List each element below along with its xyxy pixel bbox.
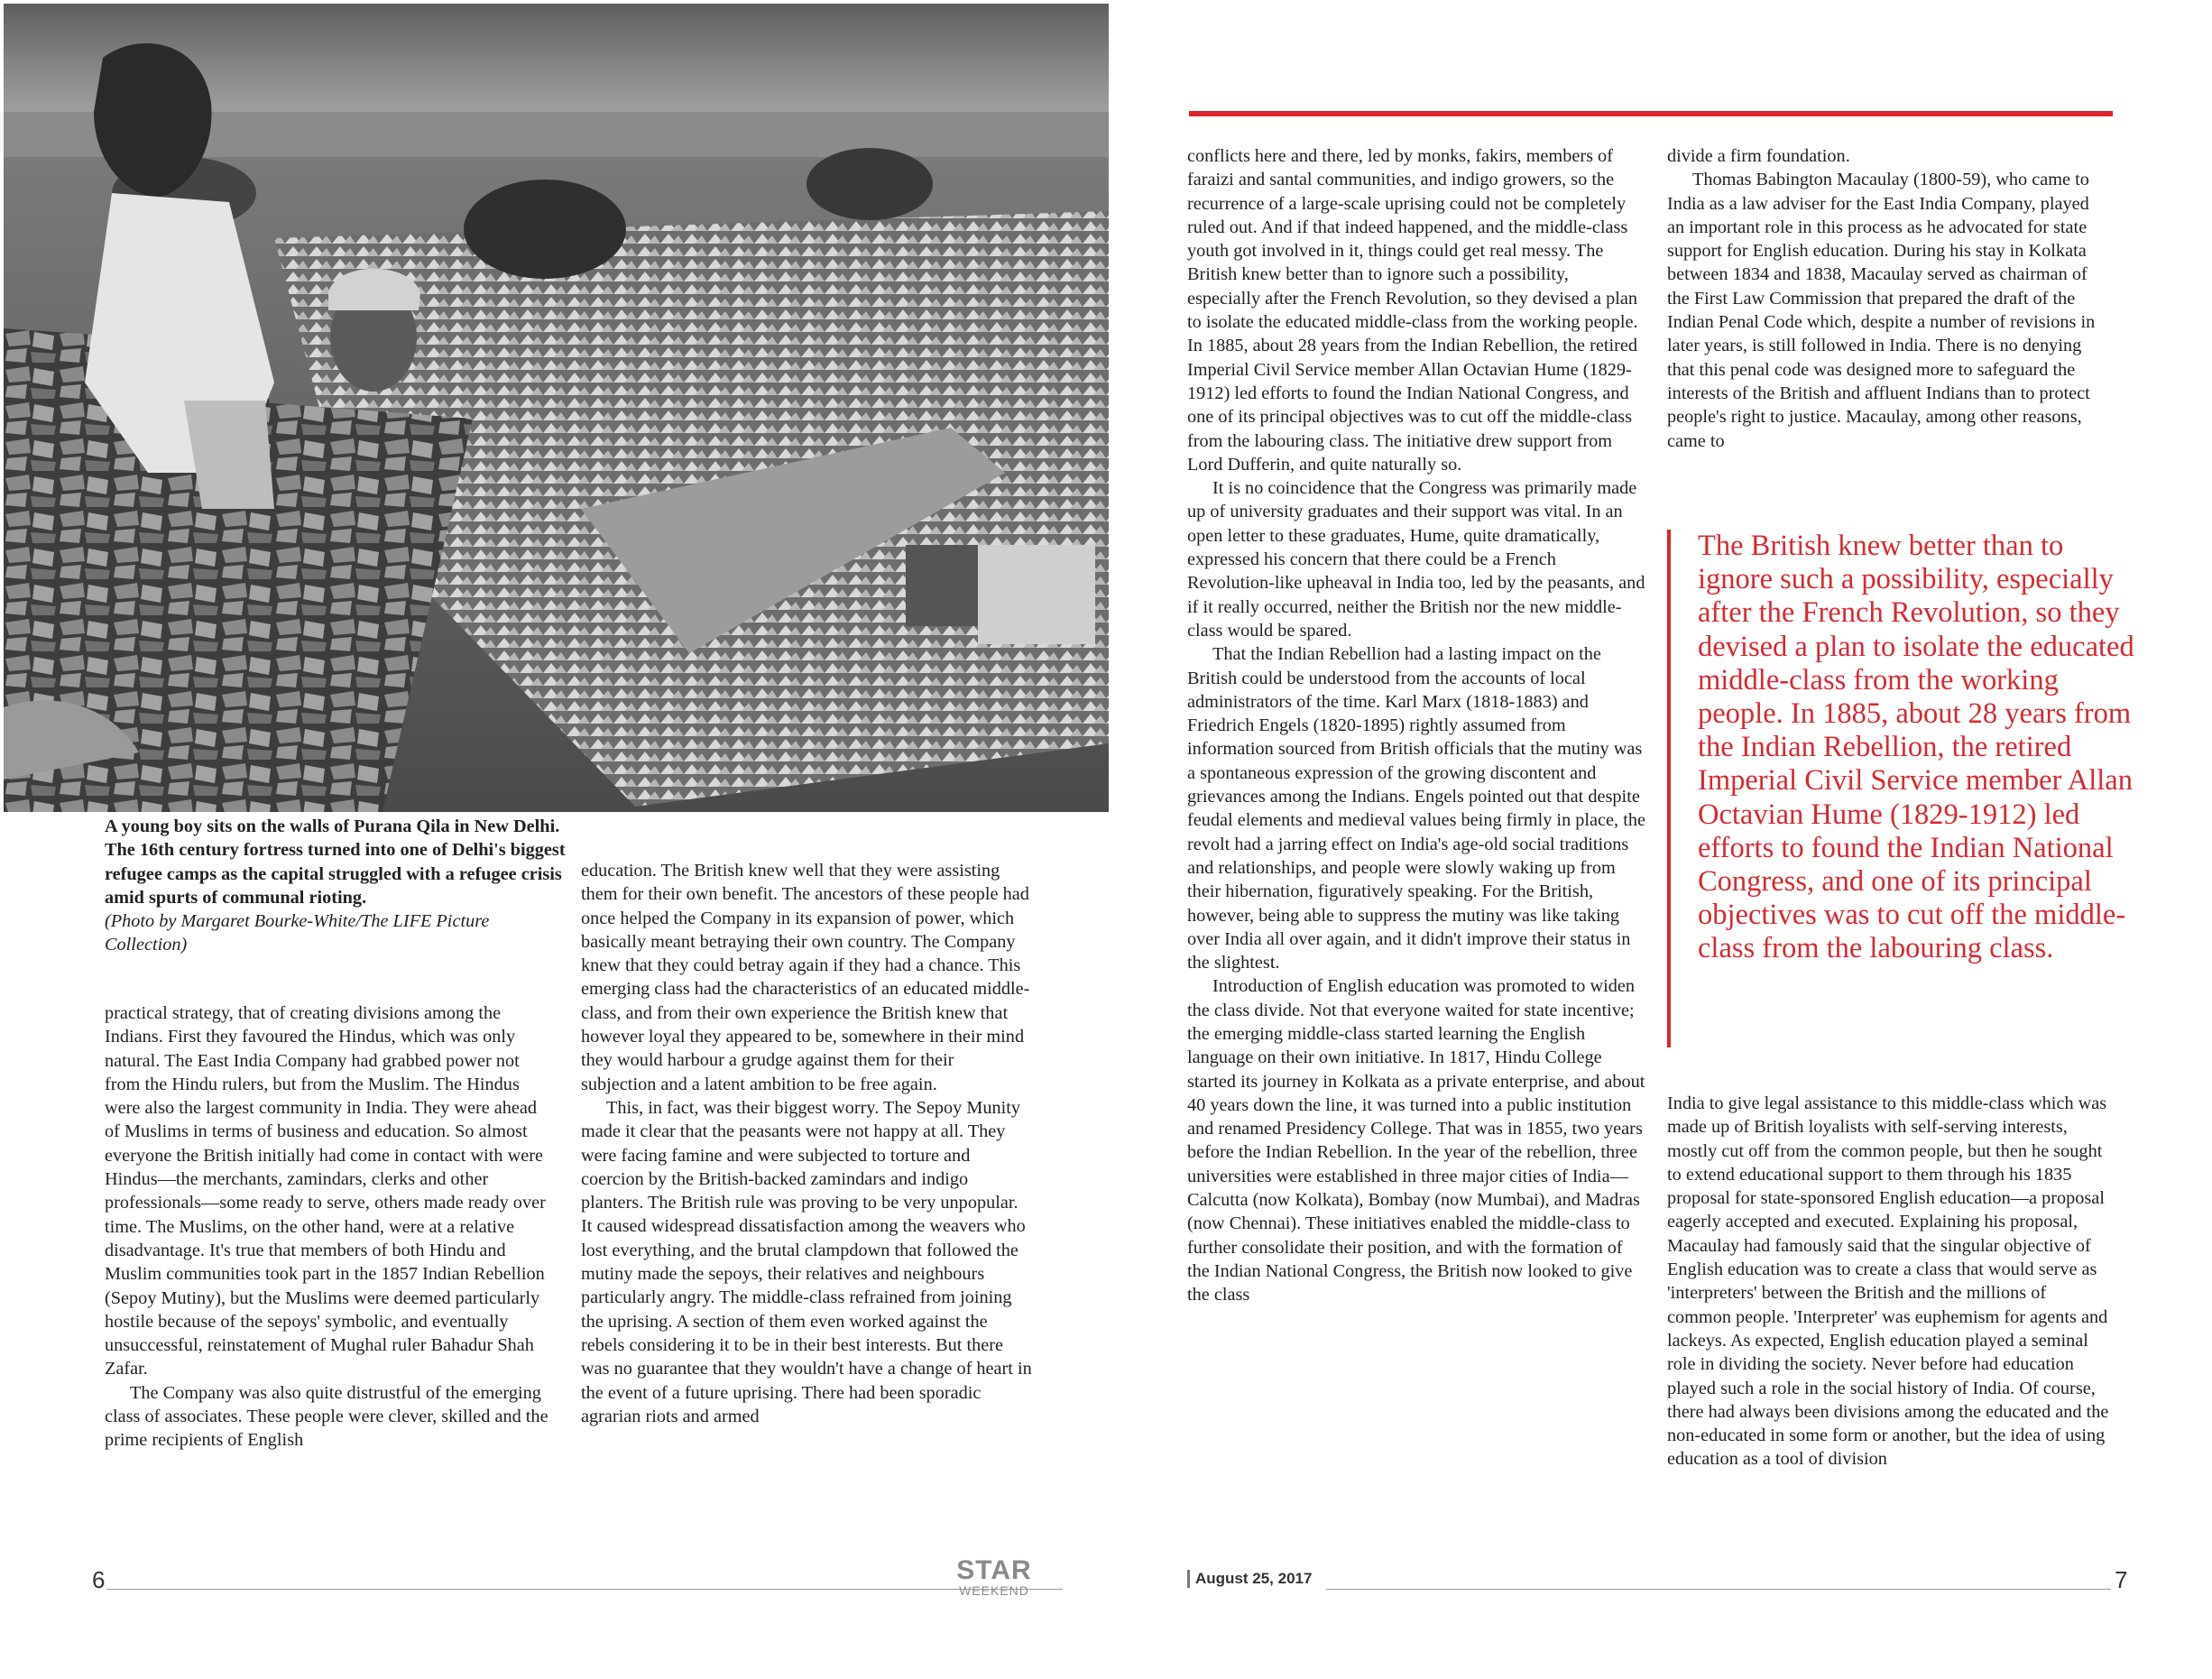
paragraph: Thomas Babington Macaulay (1800-59), who came to India as a law adviser for the East India Company, played an important role in this process as he advocated for state support for English education. During his stay in Kolkata between 1834 and 1838, Macaulay served as chairman of the First Law Commission that prepared the draft of the Indian Penal Code which, despite a number of revisions in later years, is still followed in India. There is no denying that this penal code was designed more to safeguard the interests of the British and affluent Indians than to protect people's right to justice. Macaulay, among other reasons, came to: [1667, 170, 2096, 451]
pull-quote-text: The British knew better than to ignore such a possibility, especially after the French Revolution, so they devised a plan to isolate the educated middle-class from the working people. In 1885, about 28 years from the Indian Rebellion, the retired Imperial Civil Service member Allan Octavian Hume (1829-1912) led efforts to found the Indian National Congress, and one of its principal objectives was to cut off the middle-class from the labouring class.: [1698, 530, 2134, 965]
column-3: [1187, 144, 1645, 1307]
right-footer-rule: [1326, 1589, 2111, 1590]
column-2: [581, 859, 1032, 1428]
paragraph: divide a firm foundation.: [1667, 146, 1850, 166]
logo-weekend: WEEKEND: [959, 1583, 1029, 1598]
left-footer-rule: [106, 1589, 1063, 1590]
paragraph: India to give legal assistance to this middle-class which was made up of British loyalists with self-serving interests, mostly cut off from the common people, but then he sought to extend educational support to them through his 1835 proposal for state-sponsored English education—a proposal eagerly accepted and executed. Explaining his proposal, Macaulay had famously said that the singular objective of English education was to create a class that would serve as 'interpreters' between the British and the millions of common people. 'Interpreter' was euphemism for agents and lackeys. As expected, English education played a seminal role in dividing the society. Never before had education played such a role in the social history of India. Of course, there had always been divisions among the educated and the non-educated in some form or another, but the idea of using education as a tool of division: [1667, 1093, 2109, 1470]
refugee-camp-photo: [4, 4, 1109, 812]
issue-date: August 25, 2017: [1187, 1570, 1312, 1588]
photo-caption: [105, 815, 574, 957]
column-1: [105, 1001, 552, 1453]
paragraph: conflicts here and there, led by monks, fakirs, members of faraizi and santal communities, and indigo growers, so the recurrence of a large-scale uprising could not be completely ruled out. And if that indeed happened, and the middle-class youth got involved in it, things could get real messy. The British knew better than to ignore such a possibility, especially after the French Revolution, so they devised a plan to isolate the educated middle-class from the working people. In 1885, about 28 years from the Indian Rebellion, the retired Imperial Civil Service member Allan Octavian Hume (1829-1912) led efforts to found the Indian National Congress, and one of its principal objectives was to cut off the middle-class from the labouring class. The initiative drew support from Lord Dufferin, and quite naturally so.: [1187, 146, 1638, 475]
paragraph: It is no coincidence that the Congress was primarily made up of university graduates and their support was vital. In an open letter to these graduates, Hume, quite dramatically, expressed his concern that there could be a French Revolution-like upheaval in India too, led by the peasants, and if it really occurred, neither the British nor the new middle-class would be spared.: [1187, 478, 1645, 641]
column-4-bottom: [1667, 1092, 2109, 1471]
paragraph: This, in fact, was their biggest worry. The Sepoy Munity made it clear that the peasants were not happy at all. They were facing famine and were subjected to torture and coercion by the British-backed zamindars and indigo planters. The British rule was proving to be very unpopular. It caused widespread dissatisfaction among the weavers who lost everything, and the brutal clampdown that followed the mutiny made the sepoys, their relatives and neighbours particularly angry. The middle-class refrained from joining the uprising. A section of them even worked against the rebels considering it to be in their best interests. But there was no guarantee that they wouldn't have a change of heart in the event of a future uprising. There had been sporadic agrarian riots and armed: [581, 1097, 1032, 1426]
right-page-number: 7: [2115, 1566, 2128, 1593]
photo-credit: (Photo by Margaret Bourke-White/The LIFE Picture Collection): [105, 911, 490, 955]
column-4-top: [1667, 144, 2109, 453]
paragraph: education. The British knew well that they were assisting them for their own benefit. The ancestors of these people had once helped the Company in its expansion of power, which basically meant betraying their own country. The Company knew that they could betray again if they had a chance. This emerging class had the characteristics of an educated middle-class, and from their own experience the British knew that however loyal they appeared to be, somewhere in their mind they would harbour a grudge against them for their subjection and a latent ambition to be free again.: [581, 861, 1030, 1094]
left-page-number: 6: [92, 1566, 106, 1593]
paragraph: That the Indian Rebellion had a lasting impact on the British could be understood from the accounts of local administrators of the time. Karl Marx (1818-1883) and Friedrich Engels (1820-1895) rightly assumed from information sourced from British officials that the mutiny was a spontaneous expression of the growing discontent and grievances among the Indians. Engels pointed out that despite feudal elements and medieval values being firmly in place, the revolt had a jarring effect on India's age-old social traditions and relationships, and people were slowly waking up from their hibernation, figuratively speaking. For the British, however, being able to suppress the mutiny was like taking over India all over again, and it didn't improve their status in the slightest.: [1187, 644, 1645, 973]
paragraph: practical strategy, that of creating divisions among the Indians. First they favoured the Hindus, which was only natural. The East India Company had grabbed power not from the Hindu rulers, but from the Muslim. The Hindus were also the largest community in India. They were ahead of Muslims in terms of business and education. So almost everyone the British initially had come in contact with were Hindus—the merchants, zamindars, clerks and other professionals—some ready to serve, others made ready over time. The Muslims, on the other hand, were at a relative disadvantage. It's true that members of both Hindu and Muslim communities took part in the 1857 Indian Rebellion (Sepoy Mutiny), but the Muslims were deemed particularly hostile because of the sepoys' symbolic, and eventually unsuccessful, reinstatement of Mughal ruler Bahadur Shah Zafar.: [105, 1003, 546, 1379]
caption-text: A young boy sits on the walls of Purana Qila in New Delhi. The 16th century fortress turned into one of Delhi's biggest refugee camps as the capital struggled with a refugee crisis amid spurts of communal rioting.: [105, 816, 566, 908]
logo-star: STAR: [956, 1555, 1032, 1585]
section-rule: [1189, 111, 2113, 116]
paragraph: Introduction of English education was promoted to widen the class divide. Not that everyone waited for state incentive; the emerging middle-class started learning the English language on their own initiative. In 1817, Hindu College started its journey in Kolkata as a private enterprise, and about 40 years down the line, it was turned into a public institution and renamed Presidency College. That was in 1855, two years before the Indian Rebellion. In the year of the rebellion, three universities were established in three major cities of India— Calcutta (now Kolkata), Bombay (now Mumbai), and Madras (now Chennai). These initiatives enabled the middle-class to further consolidate their position, and with the formation of the Indian National Congress, the British now looked to give the class: [1187, 976, 1645, 1305]
paragraph: The Company was also quite distrustful of the emerging class of associates. These people were clever, skilled and the prime recipients of English: [105, 1382, 548, 1451]
star-weekend-logo: [956, 1557, 1032, 1597]
pull-quote: [1667, 530, 2140, 1047]
